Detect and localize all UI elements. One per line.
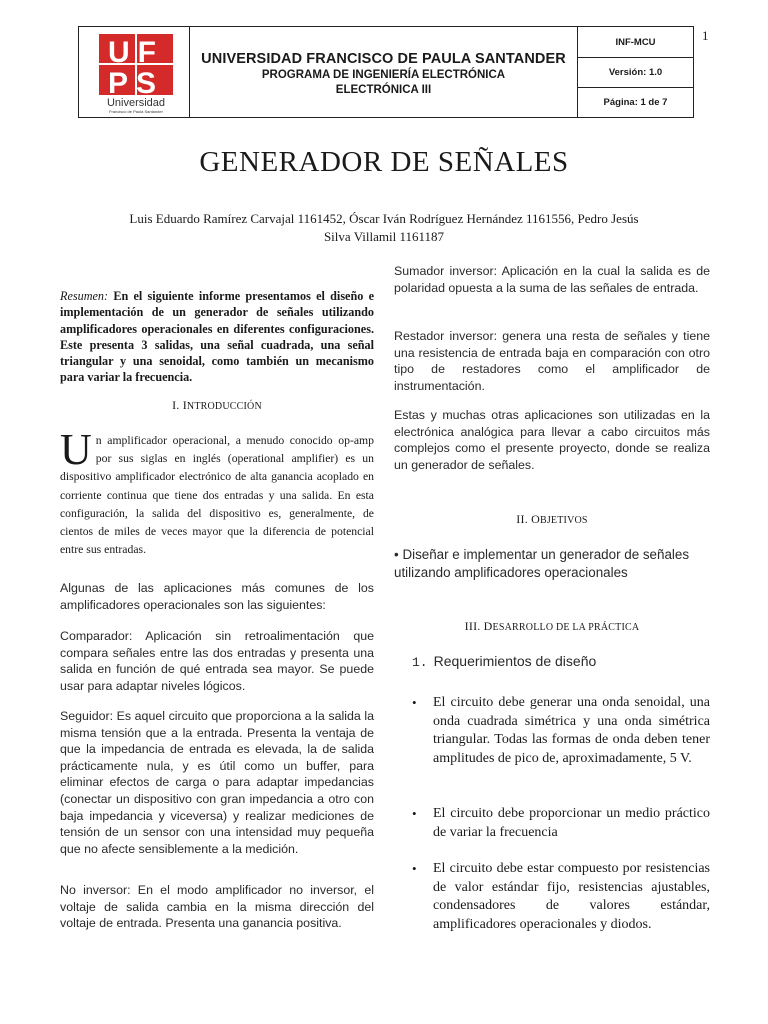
intro-text: n amplificador operacional, a menudo conocido op-amp por sus siglas en inglés (operational amplifier) es un dispositivo amplificador electrónico de alta ganancia acoplado en corriente continua que tiene dos entradas y una salida. En esta configuración, la salida del dispositivo es, generalmente, de cientos de miles de veces mayor que la diferencia de potencial entre sus entradas.: [60, 434, 374, 557]
document-version: Versión: 1.0: [608, 67, 663, 78]
section-rest: ESARROLLO DE LA PRÁCTICA: [492, 622, 640, 633]
section-rest: BJETIVOS: [539, 515, 588, 526]
abstract-label: Resumen:: [60, 289, 109, 303]
paragraph-comparador: Comparador: Aplicación sin retroalimentación que compara señales entre las dos entradas y presenta una salida en función de qué entrada sea mayor. Se puede usar para adaptar niveles lógicos.: [60, 629, 374, 693]
abstract: [60, 288, 374, 386]
requirement-text: El circuito debe generar una onda senoidal, una onda cuadrada simétrica y una onda simétrica triangular. Todas las formas de onda deben tener amplitudes de pico de, aproximadamente, 5 V.: [433, 695, 710, 766]
header-divider: [578, 57, 693, 58]
logo-subtitle: Francisco de Paula Santander: [109, 109, 163, 114]
course-name: ELECTRÓNICA III: [335, 84, 432, 96]
section-initial: O: [531, 512, 540, 526]
program-name: PROGRAMA DE INGENIERÍA ELECTRÓNICA: [261, 69, 506, 81]
section-initial: I: [182, 398, 187, 412]
section-initial: D: [483, 619, 493, 633]
objective-text: Diseñar e implementar un generador de señales utilizando amplificadores operacionales: [394, 547, 690, 580]
paragraph-restador: Restador inversor: genera una resta de señales y tiene una resistencia de entrada baja en comparación con otro tipo de restadores como el amplificador de instrumentación.: [394, 329, 710, 393]
logo-letters-top: UF: [108, 36, 164, 69]
drop-cap: U: [60, 425, 92, 474]
logo-word: Universidad: [106, 97, 166, 109]
requirements-title: Requerimientos de diseño: [433, 653, 597, 669]
paper-title: GENERADOR DE SEÑALES: [199, 146, 569, 178]
requirement-item: [412, 694, 710, 768]
bullet-icon: •: [412, 695, 417, 710]
requirement-text: El circuito debe proporcionar un medio práctico de variar la frecuencia: [433, 806, 710, 840]
section-numeral: III.: [464, 619, 481, 633]
bullet-icon: •: [412, 861, 417, 876]
objective-item: [394, 546, 710, 581]
authors-line: Luis Eduardo Ramírez Carvajal 1161452, Óscar Iván Rodríguez Hernández 1161556, Pedro Jesús: [129, 211, 639, 226]
header-divider: [578, 87, 693, 88]
university-logo: [93, 32, 179, 114]
requirement-text: El circuito debe estar compuesto por resistencias de valor estándar fijo, resistencias ajustables, condensadores de valores estándar, amplificadores operacionales y diodos.: [433, 861, 710, 932]
paragraph-estas: Estas y muchas otras aplicaciones son utilizadas en la electrónica analógica para llevar a cabo circuitos más complejos como el presente proyecto, donde se realiza un generador de señales.: [394, 408, 710, 472]
header-center: [189, 27, 578, 117]
paragraph-seguidor: Seguidor: Es aquel circuito que proporciona a la salida la misma tensión que a la entrada. Presenta la ventaja de que la impedancia de entrada es elevada, la de salida prácticamente nula, y es útil como un buffer, para eliminar efectos de carga o para adaptar impedancias (conectar un dispositivo con gran impedancia a otro con baja impedancia y viceversa) y realizar mediciones de tensión de un sensor con una intensidad muy pequeña que no afecte sensiblemente a la medición.: [60, 709, 374, 856]
section-title-development: [394, 619, 710, 634]
section-rest: NTRODUCCIÓN: [186, 401, 262, 412]
page-number: 1: [702, 28, 709, 43]
section-title-intro: [60, 398, 374, 413]
paragraph-applications: Algunas de las aplicaciones más comunes de los amplificadores operacionales son las siguientes:: [60, 581, 374, 612]
header-table: [78, 26, 694, 118]
requirement-item: [412, 860, 710, 934]
requirements-heading: [412, 653, 596, 670]
paragraph-sumador: Sumador inversor: Aplicación en la cual la salida es de polaridad opuesta a la suma de las señales de entrada.: [394, 264, 710, 295]
bullet-icon: •: [394, 547, 399, 562]
bullet-icon: •: [412, 806, 417, 821]
intro-paragraph: [60, 425, 374, 559]
paragraph-no-inversor: No inversor: En el modo amplificador no inversor, el voltaje de salida cambia en la misma dirección del voltaje de entrada. Presenta una ganancia positiva.: [60, 883, 374, 931]
logo-letters-bottom: PS: [107, 67, 165, 100]
authors-line: Silva Villamil 1161187: [323, 229, 445, 244]
document-code: INF-MCU: [615, 37, 656, 48]
authors: [100, 210, 668, 246]
section-numeral: II.: [516, 512, 528, 526]
requirements-number: 1.: [412, 655, 428, 670]
abstract-text: En el siguiente informe presentamos el diseño e implementación de un generador de señales utilizando amplificadores operacionales en diferentes configuraciones. Este presenta 3 salidas, una señal cuadrada, una señal triangular y una senoidal, como también un mecanismo para variar la frecuencia.: [60, 289, 375, 385]
section-title-objectives: [394, 512, 710, 527]
university-name: UNIVERSIDAD FRANCISCO DE PAULA SANTANDER: [201, 51, 566, 67]
section-numeral: I.: [172, 398, 180, 412]
requirement-item: [412, 805, 710, 842]
document-page: Página: 1 de 7: [603, 97, 668, 108]
